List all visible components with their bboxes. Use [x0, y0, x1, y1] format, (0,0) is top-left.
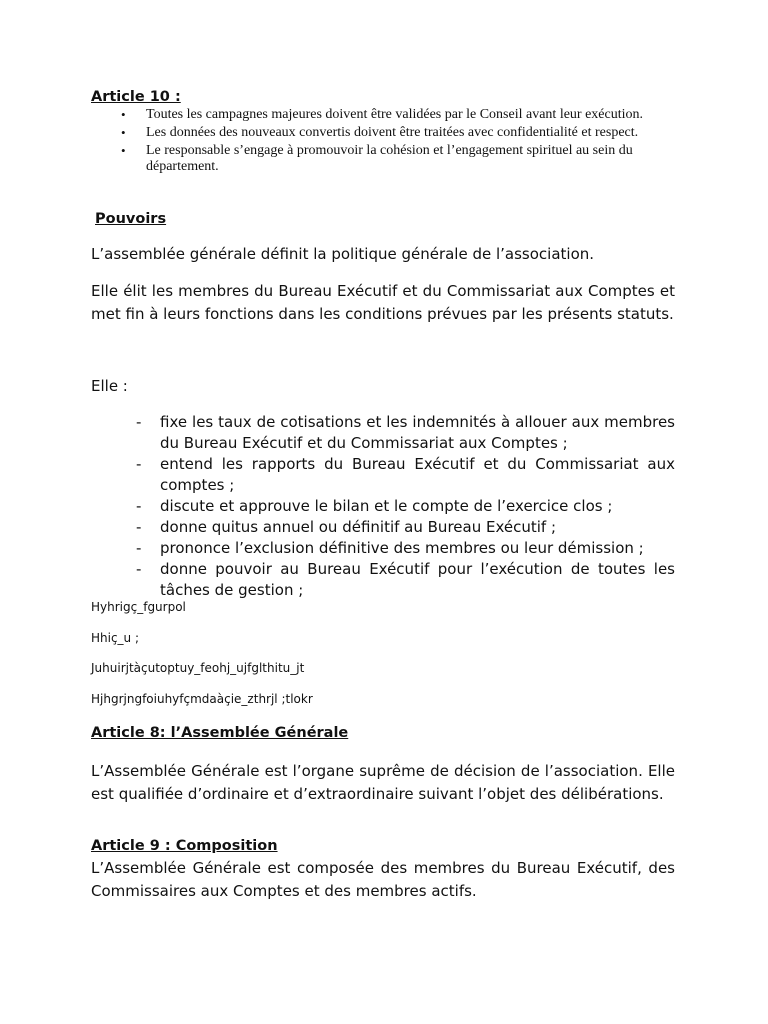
- article-8-text: L’Assemblée Générale est l’organe suprême de décision de l’association. Elle est qualifiée d’ordinaire et d’extraordinaire suivant l’objet des délibérations.: [91, 762, 675, 803]
- bullet-icon: •: [121, 143, 126, 158]
- article-9-heading: Article 9 : Composition: [91, 838, 278, 854]
- list-item: [91, 412, 675, 454]
- article-10-item-1: Toutes les campagnes majeures doivent être validées par le Conseil avant leur exécution.: [146, 107, 644, 122]
- list-item: [91, 143, 681, 175]
- pouvoirs-heading: Pouvoirs: [95, 211, 167, 227]
- elle-label: Elle :: [91, 377, 128, 395]
- list-item: [91, 454, 675, 496]
- pouvoirs-item-1: fixe les taux de cotisations et les indemnités à allouer aux membres du Bureau Exécutif et du Commissariat aux Comptes ;: [160, 413, 675, 452]
- list-item: [91, 517, 675, 538]
- pouvoirs-paragraph-1: L’assemblée générale définit la politique générale de l’association.: [91, 245, 595, 263]
- scribble-line-1: Hyhrigç_fgurpol: [91, 600, 186, 614]
- article-9-text: L’Assemblée Générale est composée des membres du Bureau Exécutif, des Commissaires aux Comptes et des membres actifs.: [91, 859, 675, 900]
- article-10-item-3: Le responsable s’engage à promouvoir la cohésion et l’engagement spirituel au sein du département.: [146, 143, 633, 174]
- list-item: [91, 559, 675, 601]
- pouvoirs-item-3: discute et approuve le bilan et le compte de l’exercice clos ;: [160, 497, 613, 515]
- scribble-line-4: Hjhgrjngfoiuhyfçmdaàçie_zthrjl ;tlokr: [91, 692, 313, 706]
- scribble-line-2: Hhiç_u ;: [91, 631, 140, 645]
- bullet-icon: •: [121, 125, 126, 140]
- pouvoirs-item-2: entend les rapports du Bureau Exécutif et du Commissariat aux comptes ;: [160, 455, 675, 494]
- dash-icon: -: [136, 497, 142, 515]
- dash-icon: -: [136, 413, 142, 431]
- scribble-line-3: Juhuirjtàçutoptuy_feohj_ujfglthitu_jt: [91, 661, 305, 675]
- dash-icon: -: [136, 518, 142, 536]
- article-8-heading: Article 8: l’Assemblée Générale: [91, 725, 349, 741]
- pouvoirs-list: [91, 412, 675, 601]
- pouvoirs-item-6: donne pouvoir au Bureau Exécutif pour l’exécution de toutes les tâches de gestion ;: [160, 560, 675, 599]
- bullet-icon: •: [121, 107, 126, 122]
- dash-icon: -: [136, 539, 142, 557]
- pouvoirs-item-5: prononce l’exclusion définitive des membres ou leur démission ;: [160, 539, 644, 557]
- pouvoirs-item-4: donne quitus annuel ou définitif au Bureau Exécutif ;: [160, 518, 556, 536]
- dash-icon: -: [136, 455, 142, 473]
- article-10-item-2: Les données des nouveaux convertis doivent être traitées avec confidentialité et respect.: [146, 125, 639, 140]
- pouvoirs-paragraph-2: Elle élit les membres du Bureau Exécutif et du Commissariat aux Comptes et met fin à leurs fonctions dans les conditions prévues par les présents statuts.: [91, 282, 675, 323]
- list-item: [91, 107, 681, 123]
- list-item: [91, 538, 675, 559]
- article-10-list: [91, 107, 681, 177]
- list-item: [91, 496, 675, 517]
- list-item: [91, 125, 681, 141]
- dash-icon: -: [136, 560, 142, 578]
- article-10-heading: Article 10 :: [91, 89, 181, 105]
